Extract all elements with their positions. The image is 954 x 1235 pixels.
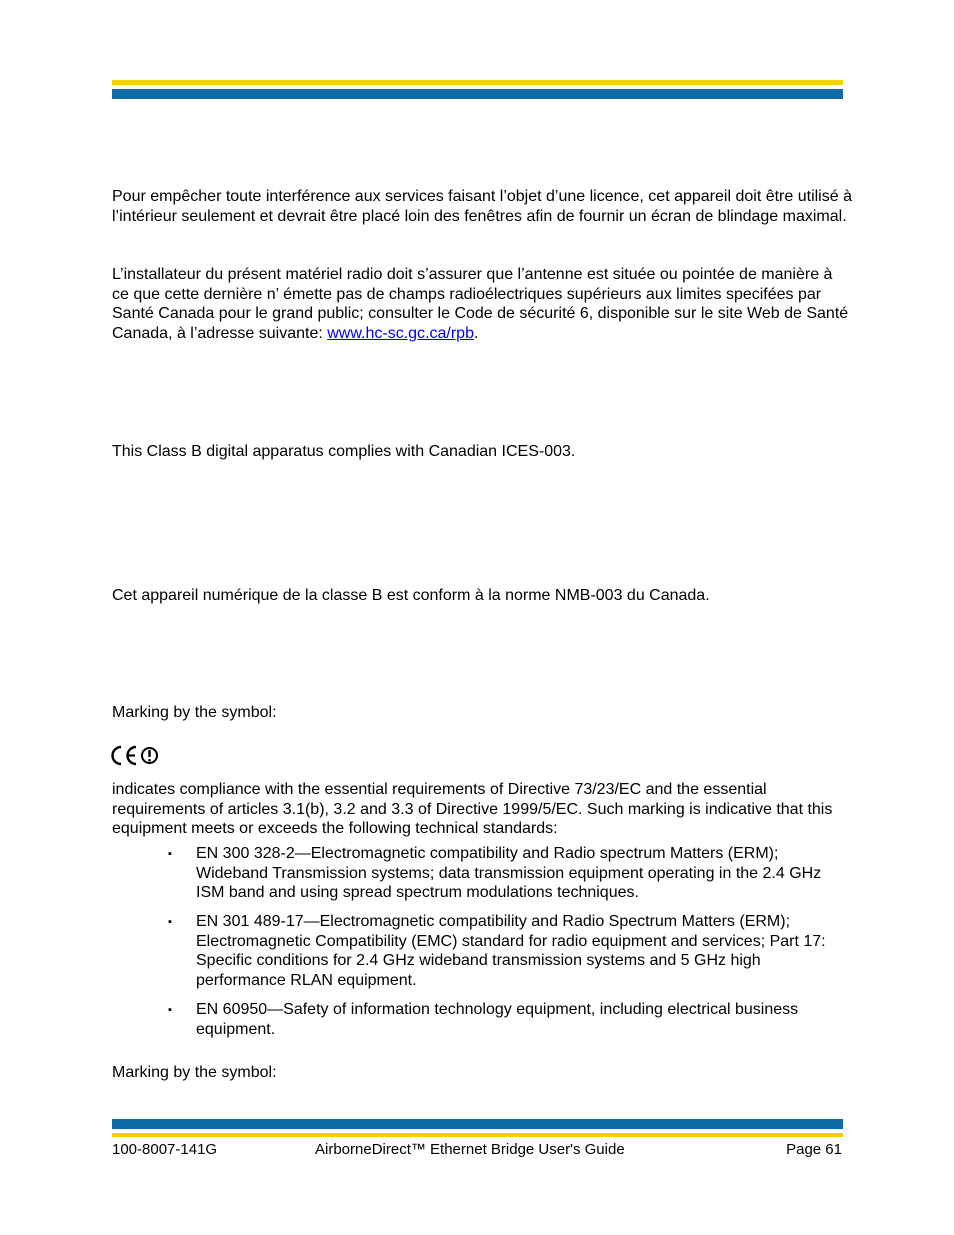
bullet-marker: ▪ — [168, 1004, 172, 1016]
footer-page-number: Page 61 — [786, 1141, 842, 1158]
health-canada-link[interactable]: www.hc-sc.gc.ca/rpb — [327, 324, 474, 342]
bullet-marker: ▪ — [168, 848, 172, 860]
footer-yellow-stripe — [112, 1133, 843, 1137]
footer-title: AirborneDirect™ Ethernet Bridge User's Guide — [315, 1141, 625, 1158]
paragraph-fr-installer — [112, 265, 852, 343]
marking-label-1: Marking by the symbol: — [112, 704, 277, 721]
paragraph-fr-installer-text: L’installateur du présent matériel radio doit s’assurer que l’antenne est située ou pointée de manière à ce que cette dernière n’ émette pas de champs radioélectriques supérieurs aux limites specifées par Santé Canada pour le grand public; consulter le Code de sécurité 6, disponible sur le site Web de Santé Canada, à l’adresse suivante: — [112, 266, 849, 342]
ce-mark-icon — [111, 744, 167, 768]
paragraph-nmb-003: Cet appareil numérique de la classe B est conform à la norme NMB-003 du Canada. — [112, 587, 710, 604]
header-blue-stripe — [112, 89, 843, 99]
list-item: EN 60950—Safety of information technology equipment, including electrical business equipment. — [196, 1001, 799, 1038]
paragraph-fr-installer-end: . — [473, 324, 479, 342]
paragraph-compliance: indicates compliance with the essential requirements of Directive 73/23/EC and the essential requirements of articles 3.1(b), 3.2 and 3.3 of Directive 1999/5/EC. Such marking is indicative that this equipment meets or exceeds the following technical standards: — [112, 781, 833, 838]
list-item: EN 301 489-17—Electromagnetic compatibility and Radio Spectrum Matters (ERM); Electromagnetic Compatibility (EMC) standard for radio equipment and services; Part 17: Specific conditions for 2.4 GHz wideband transmission systems and 5 GHz high performance RLAN equipment. — [196, 913, 826, 989]
bullet-marker: ▪ — [168, 916, 172, 928]
list-item: EN 300 328-2—Electromagnetic compatibility and Radio spectrum Matters (ERM); Wideband Transmission systems; data transmission equipment operating in the 2.4 GHz ISM band and using spread spectrum modulations techniques. — [196, 845, 822, 902]
header-yellow-stripe — [112, 80, 843, 85]
paragraph-fr-interference: Pour empêcher toute interférence aux services faisant l’objet d’une licence, cet appareil doit être utilisé à l’intérieur seulement et devrait être placé loin des fenêtres afin de fournir un écran de blindage maximal. — [112, 188, 852, 225]
paragraph-ices-003: This Class B digital apparatus complies with Canadian ICES-003. — [112, 443, 576, 460]
marking-label-2: Marking by the symbol: — [112, 1064, 277, 1081]
footer-blue-stripe — [112, 1119, 843, 1129]
footer-doc-number: 100-8007-141G — [112, 1141, 218, 1158]
